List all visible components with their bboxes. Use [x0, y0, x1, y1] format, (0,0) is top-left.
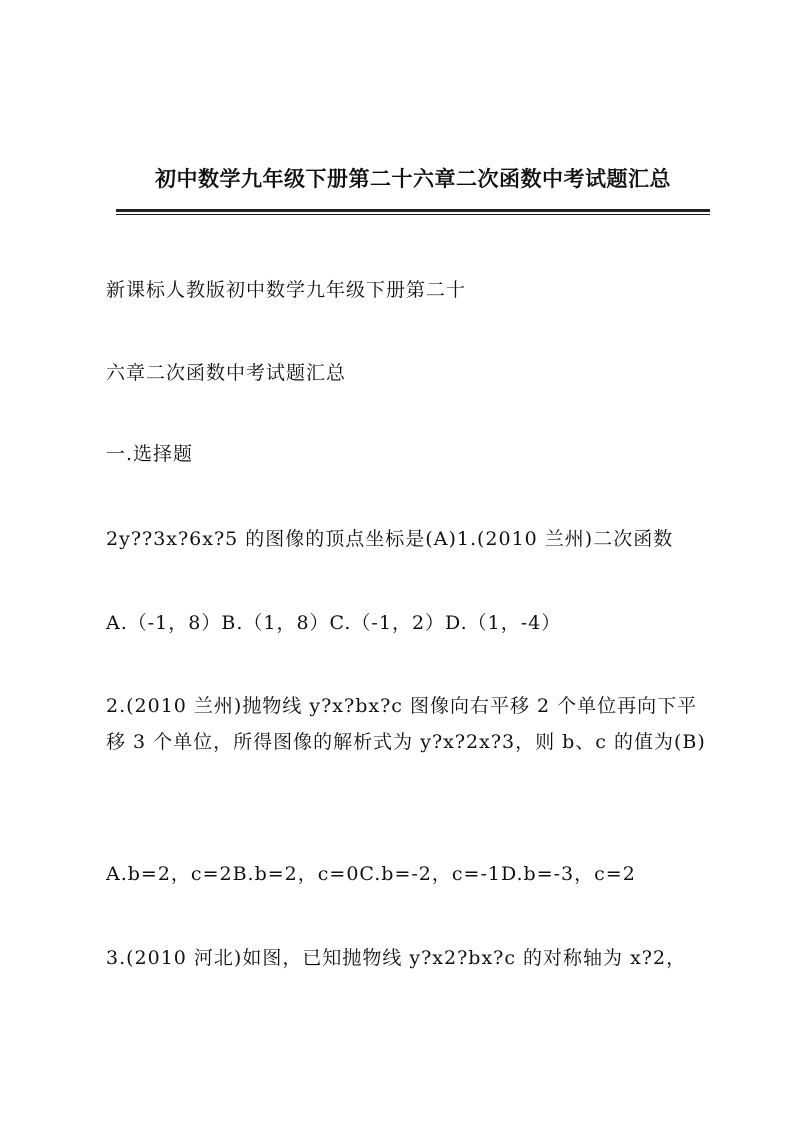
question-2-text: 2.(2010 兰州)抛物线 y?x?bx?c 图像向右平移 2 个单位再向下平移 3 个单位，所得图像的解析式为 y?x?2x?3，则 b、c 的值为(B) [106, 695, 706, 753]
subtitle-line-1: 新课标人教版初中数学九年级下册第二十 [106, 279, 467, 301]
title-divider [116, 209, 710, 212]
question-1-text: 2y??3x?6x?5 的图像的顶点坐标是(A)1.(2010 兰州)二次函数 [106, 528, 674, 550]
subtitle-line-2: 六章二次函数中考试题汇总 [106, 362, 347, 384]
question-2-options: A.b=2，c=2B.b=2，c=0C.b=-2，c=-1D.b=-3，c=2 [106, 863, 636, 885]
section-heading: 一.选择题 [106, 443, 194, 465]
document-title: 初中数学九年级下册第二十六章二次函数中考试题汇总 [155, 166, 671, 191]
question-1-options: A.（-1，8）B.（1，8）C.（-1，2）D.（1，-4） [106, 612, 562, 634]
question-3-text: 3.(2010 河北)如图，已知抛物线 y?x2?bx?c 的对称轴为 x?2， [106, 947, 687, 969]
